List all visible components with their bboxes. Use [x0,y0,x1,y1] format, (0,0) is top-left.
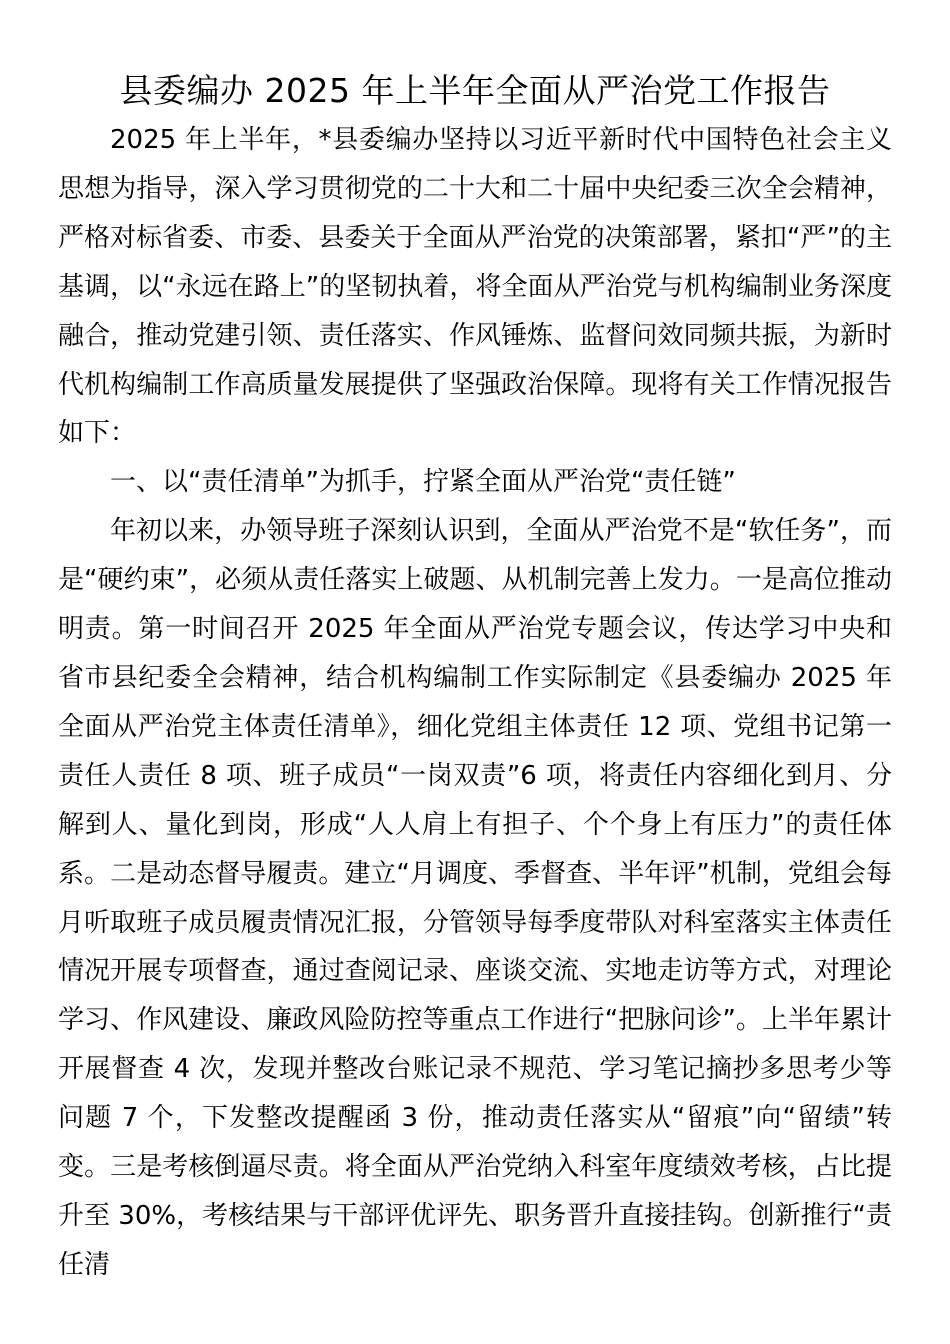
intro-paragraph: 2025 年上半年，*县委编办坚持以习近平新时代中国特色社会主义思想为指导，深入学习贯彻党的二十大和二十届中央纪委三次全会精神，严格对标省委、市委、县委关于全面从严治党的决策部署，紧扣“严”的主基调，以“永远在路上”的坚韧执着，将全面从严治党与机构编制业务深度融合，推动党建引领、责任落实、作风锤炼、监督问效同频共振，为新时代机构编制工作高质量发展提供了坚强政治保障。现将有关工作情况报告如下： [58,125,892,449]
section-1-paragraph: 年初以来，办领导班子深刻认识到，全面从严治党不是“软任务”，而是“硬约束”，必须从责任落实上破题、从机制完善上发力。一是高位推动明责。第一时间召开 2025 年全面从严治党专题会议，传达学习中央和省市县纪委全会精神，结合机构编制工作实际制定《县委编办 2025 年全面从严治党主体责任清单》，细化党组主体责任 12 项、党组书记第一责任人责任 8 项、班子成员“一岗双责”6 项，将责任内容细化到月、分解到人、量化到岗，形成“人人肩上有担子、个个身上有压力”的责任体系。二是动态督导履责。建立“月调度、季督查、半年评”机制，党组会每月听取班子成员履责情况汇报，分管领导每季度带队对科室落实主体责任情况开展专项督查，通过查阅记录、座谈交流、实地走访等方式，对理论学习、作风建设、廉政风险防控等重点工作进行“把脉问诊”。上半年累计开展督查 4 次，发现并整改台账记录不规范、学习笔记摘抄多思考少等问题 7 个，下发整改提醒函 3 份，推动责任落实从“留痕”向“留绩”转变。三是考核倒逼尽责。将全面从严治党纳入科室年度绩效考核，占比提升至 30%，考核结果与干部评优评先、职务晋升直接挂钩。创新推行“责任清 [58,516,892,1280]
section-heading-1: 一、以“责任清单”为抓手，拧紧全面从严治党“责任链” [110,467,736,498]
document-body [58,116,892,1290]
document-title: 县委编办 2025 年上半年全面从严治党工作报告 [119,71,831,110]
